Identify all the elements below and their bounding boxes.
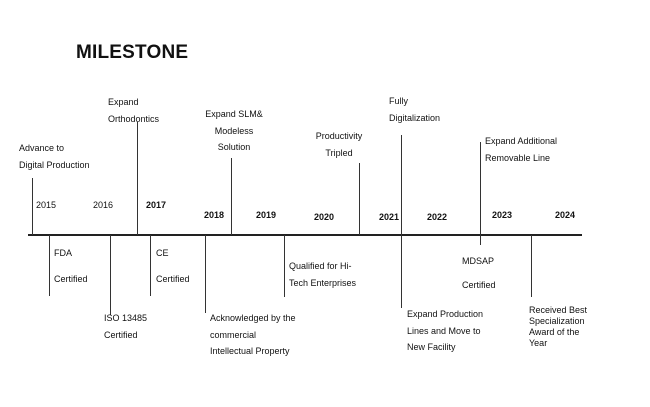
- connector-line-ip: [205, 235, 206, 313]
- milestone-text: Fully: [389, 96, 409, 106]
- connector-line-productivity: [359, 163, 360, 235]
- milestone-text: Removable Line: [485, 152, 551, 163]
- milestone-text: MDSAP: [462, 256, 495, 266]
- connector-line-new-facility: [401, 135, 402, 308]
- milestone-expand-orthodontics: [108, 94, 159, 127]
- milestone-fully-digitalization: [389, 93, 440, 126]
- milestone-text: CE: [156, 248, 169, 258]
- milestone-text: Lines and Move to: [407, 325, 481, 336]
- year-label-2022: 2022: [427, 212, 448, 222]
- connector-line-removable-line: [480, 142, 481, 235]
- milestone-text: Certified: [104, 329, 138, 340]
- milestone-text: Solution: [217, 142, 251, 152]
- milestone-mdsap-certified: [462, 249, 496, 297]
- milestone-text: Orthodontics: [108, 113, 160, 124]
- milestone-expand-production-lines: [407, 306, 483, 356]
- milestone-text: New Facility: [407, 342, 456, 352]
- milestone-text: Expand Additional: [485, 136, 558, 146]
- milestone-text: Acknowledged by the: [210, 313, 296, 323]
- milestone-fda-certified: [54, 240, 88, 292]
- year-label-2016: 2016: [93, 200, 114, 210]
- milestone-text: Digitalization: [389, 112, 441, 123]
- milestone-productivity-tripled: [310, 128, 368, 161]
- milestone-text: commercial: [210, 329, 257, 340]
- year-label-2024: 2024: [555, 210, 576, 220]
- connector-line-ce: [150, 235, 151, 296]
- milestone-text: Certified: [156, 274, 190, 284]
- milestone-text: Certified: [462, 280, 496, 290]
- milestone-advance-digital-production: [19, 140, 90, 173]
- year-label-2023: 2023: [492, 210, 513, 220]
- milestone-text: FDA: [54, 248, 72, 258]
- milestone-text: Expand Production: [407, 309, 484, 319]
- milestone-qualified-hitech: [289, 258, 356, 291]
- milestone-text: Received Best: [529, 305, 588, 315]
- connector-line-orthodontics: [137, 122, 138, 235]
- year-label-2020: 2020: [314, 212, 335, 222]
- milestone-text: Advance to: [19, 143, 65, 153]
- year-label-2021: 2021: [379, 212, 400, 222]
- milestone-text: Expand SLM&: [205, 109, 263, 119]
- milestone-text: Digital Production: [19, 159, 90, 170]
- milestone-text: ISO 13485: [104, 313, 148, 323]
- milestone-text: Tripled: [325, 147, 353, 158]
- timeline-axis: [28, 234, 582, 236]
- connector-line-slm: [231, 158, 232, 235]
- milestone-ce-certified: [156, 240, 190, 292]
- milestone-text: Certified: [54, 274, 88, 284]
- milestone-text: Qualified for Hi-: [289, 261, 352, 271]
- connector-line-mdsap: [480, 235, 481, 245]
- milestone-expand-removable-line: [485, 133, 557, 166]
- year-label-2015: 2015: [36, 200, 57, 210]
- milestone-acknowledged-ip: [210, 310, 296, 360]
- milestone-text: Tech Enterprises: [289, 277, 357, 288]
- year-label-2017: 2017: [146, 200, 167, 210]
- connector-line-fda: [49, 235, 50, 296]
- milestone-text: Award of the: [529, 327, 580, 337]
- connector-line-iso: [110, 235, 111, 315]
- page-title: MILESTONE: [76, 42, 189, 63]
- milestone-text: Expand: [108, 97, 139, 107]
- connector-line-award: [531, 235, 532, 297]
- connector-line-digital-production: [32, 178, 33, 235]
- milestone-iso-certified: [104, 310, 147, 343]
- milestone-text: Specialization: [529, 316, 585, 326]
- connector-line-hitech: [284, 235, 285, 297]
- milestone-text: Productivity: [315, 131, 363, 141]
- milestone-text: Year: [529, 338, 548, 348]
- milestone-text: Intellectual Property: [210, 346, 290, 356]
- milestone-received-award: [529, 305, 587, 349]
- milestone-text: Modeless: [214, 125, 254, 136]
- year-label-2018: 2018: [204, 210, 225, 220]
- milestone-expand-slm: [199, 106, 269, 156]
- year-label-2019: 2019: [256, 210, 277, 220]
